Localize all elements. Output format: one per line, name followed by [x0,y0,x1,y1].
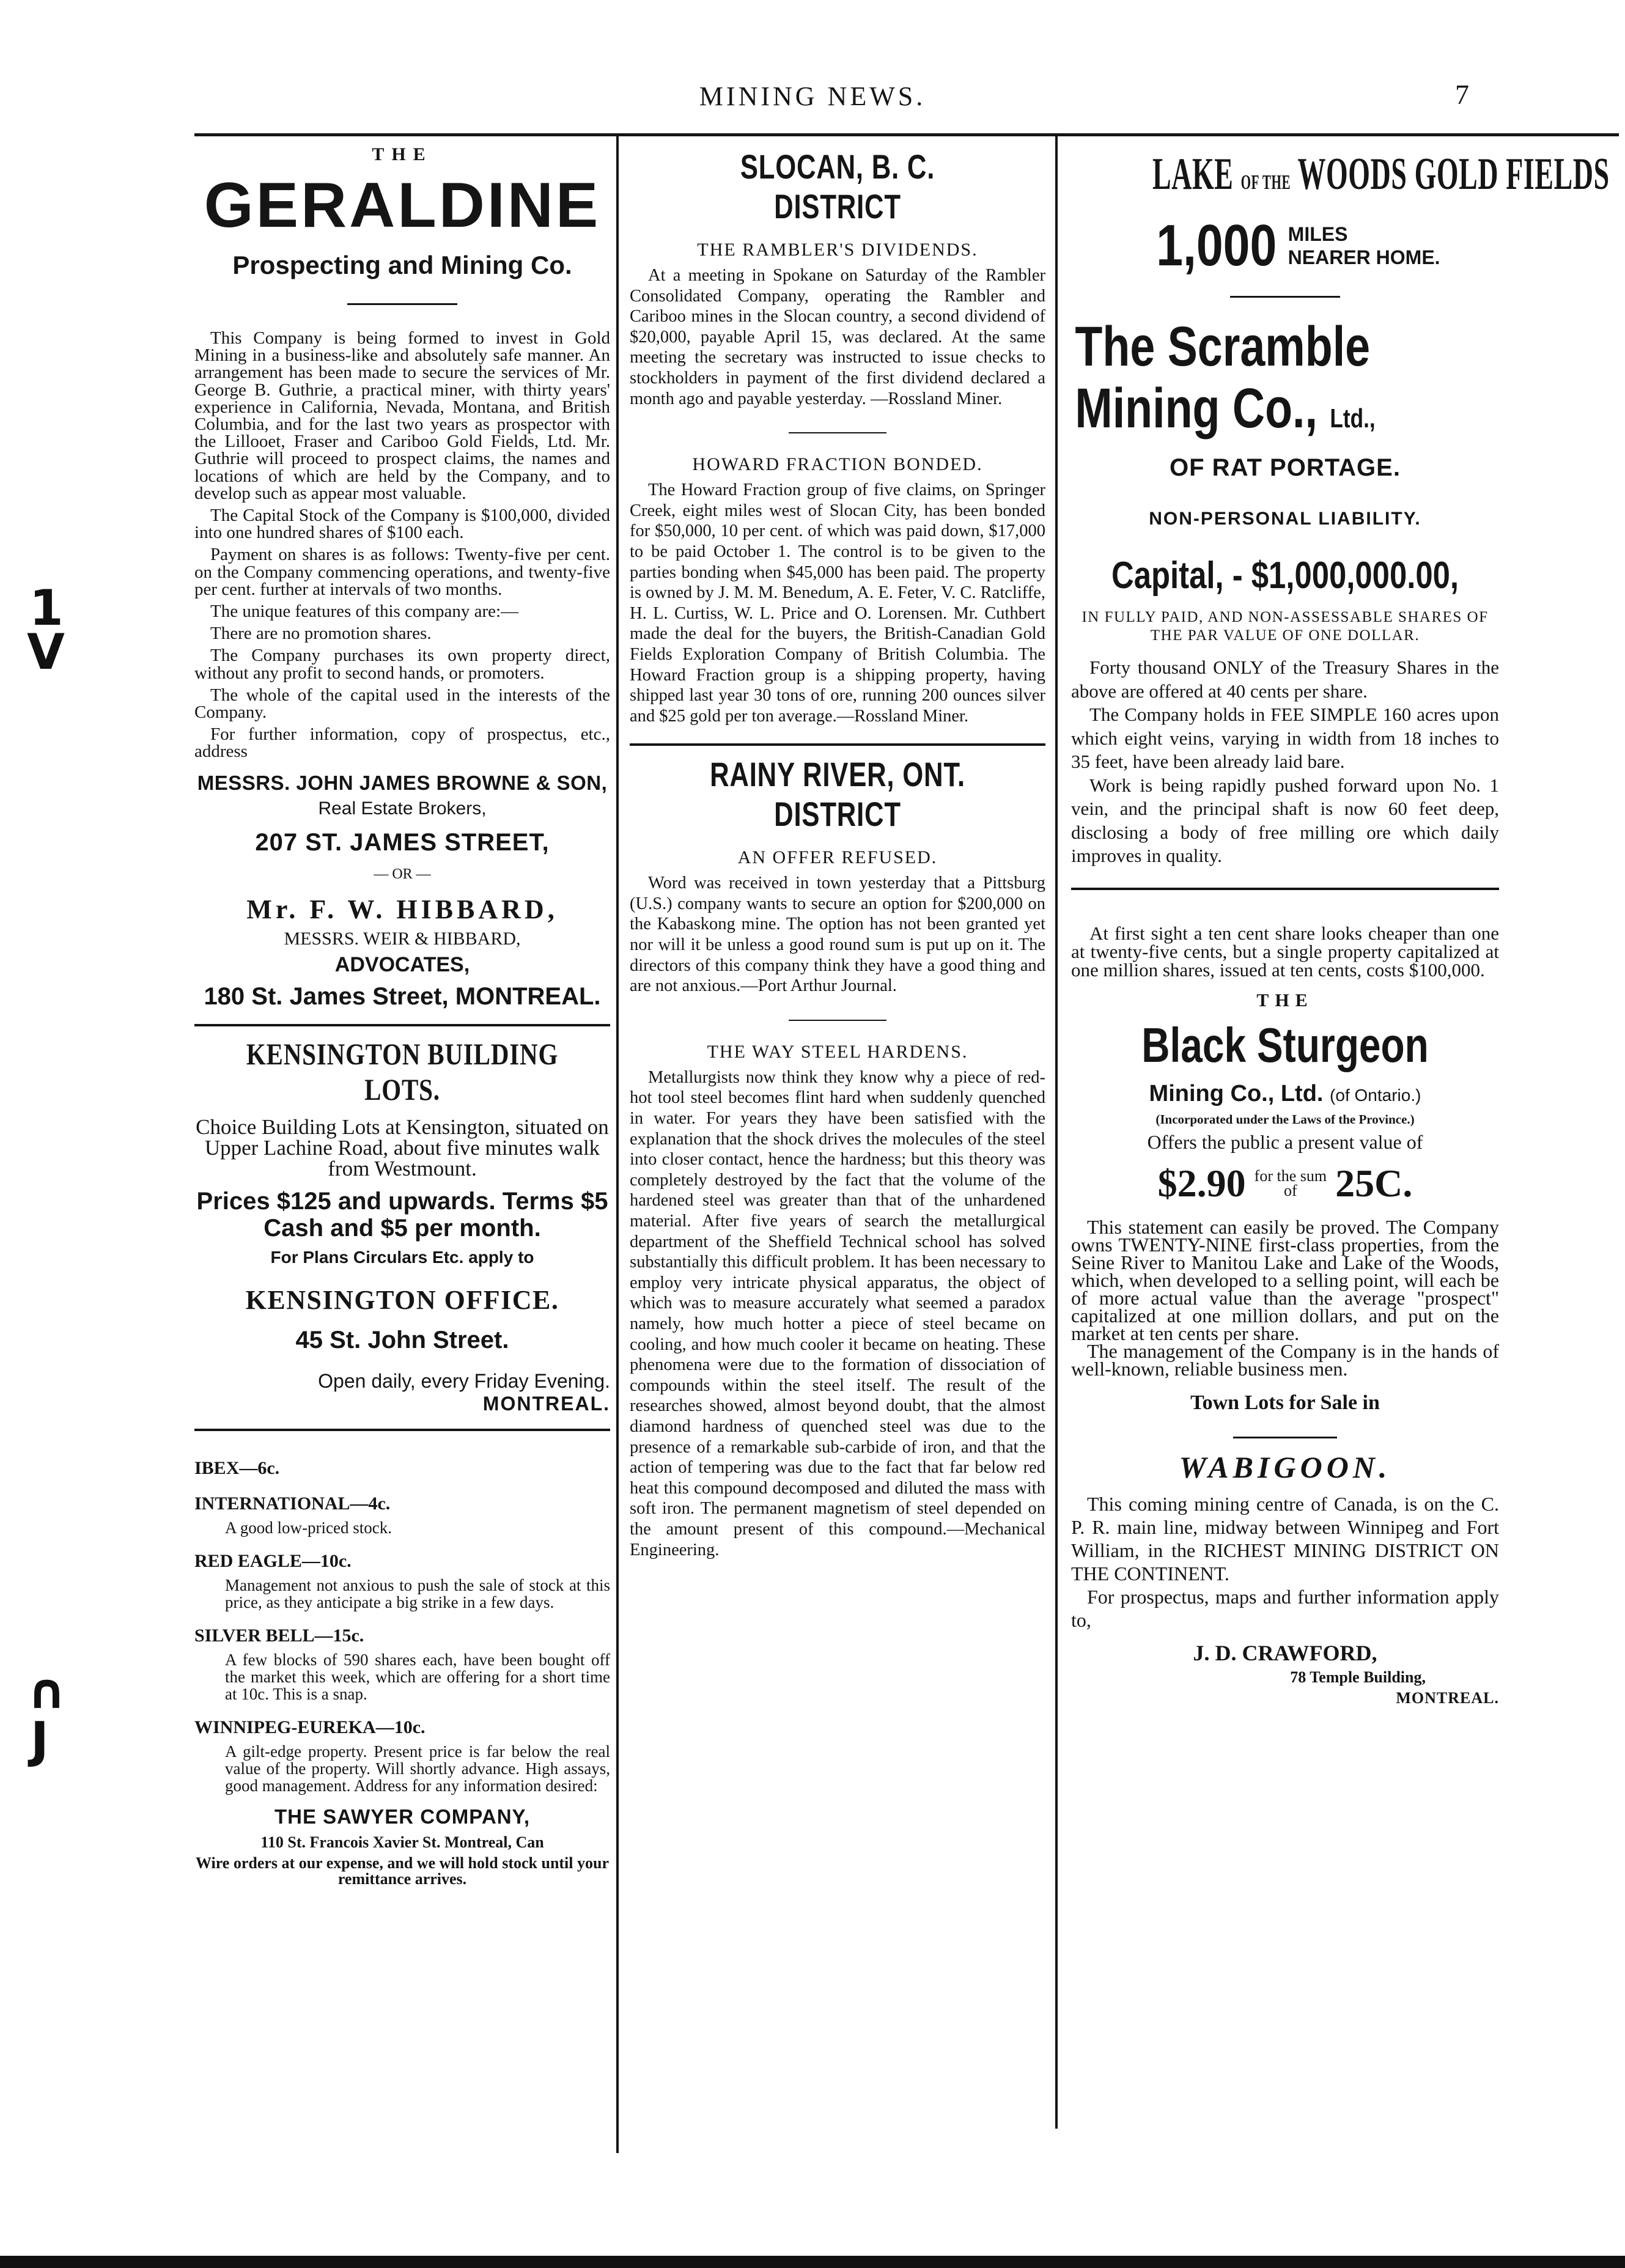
margin-mark: J [31,1712,49,1769]
article-title: THE WAY STEEL HARDENS. [707,1041,968,1062]
column-middle [630,142,1045,1560]
sturgeon-incorporated: (Incorporated under the Laws of the Province.) [1155,1111,1415,1127]
kensington-city: MONTREAL. [482,1392,610,1415]
stock-item-desc: A few blocks of 590 shares each, have been bought off the market this week, which are offering for a short time at 10c. This is a snap. [225,1650,610,1703]
paragraph: Work is being rapidly pushed forward upon No. 1 vein, and the principal shaft is now 60 feet deep, disclosing a body of free milling ore which daily improves in quality. [1071,774,1499,867]
paragraph: The Capital Stock of the Company is $100,000, divided into one hundred shares of $100 each. [194,506,610,543]
column-divider-2 [1055,136,1058,2129]
wabigoon-body [1071,1492,1499,1632]
column-right [1071,142,1610,1707]
section-rule [194,1024,610,1026]
section-rule [630,743,1045,746]
paragraph: This statement can easily be proved. The Company owns TWENTY-NINE first-class properties, from the Seine River to Manitou Lake and Lake of the Woods, which, when developed to a selling point, will each be of more actual value than the average "prospect" capitalized at one million dollars, and put on the market at ten cents per share. [1071,1215,1499,1344]
article-text: At a meeting in Spokane on Saturday of the Rambler Consolidated Company, operating the Rambler and Cariboo mines in the Slocan country, a second dividend of $20,000, payable April 15, was declared. At the same meeting the secretary was instructed to issue checks to stockholders in payment of the first dividend declared a month ago and payable yesterday. —Rossland Miner. [630,266,1045,408]
margin-mark: V [27,624,65,680]
ad-the-label: THE [372,144,433,164]
sturgeon-title: Black Sturgeon [1141,1017,1429,1072]
scramble-ltd: Ltd., [1330,403,1376,434]
paragraph: The Company purchases its own property direct, without any profit to second hands, or promoters. [194,646,610,683]
kensington-open: Open daily, every Friday Evening. [318,1369,610,1392]
geraldine-ad [194,144,610,1011]
kensington-office: KENSINGTON OFFICE. [245,1284,559,1315]
crawford-city: MONTREAL. [1396,1688,1499,1707]
stock-list [194,1458,610,1887]
sturgeon-mining: Mining Co., Ltd. [1149,1080,1324,1106]
stock-item-name: RED EAGLE—10c. [194,1550,352,1571]
margin-mark: ∩ [27,1663,67,1720]
bottom-edge-bar [0,2256,1625,2268]
sturgeon-ontario: (of Ontario.) [1330,1085,1421,1105]
sturgeon-present-value: $2.90 [1157,1161,1246,1205]
article-body [630,480,1045,726]
paragraph: There are no promotion shares. [210,624,432,644]
scramble-mining [1071,378,1413,440]
sawyer-wire-note: Wire orders at our expense, and we will hold stock until your remittance arrives. [195,1854,610,1888]
heading-part: WOODS GOLD FIELDS [1297,149,1610,199]
stock-item-name: INTERNATIONAL—4c. [194,1493,391,1514]
geraldine-body [194,330,610,760]
article-text: The Howard Fraction group of five claims, on Springer Creek, eight miles west of Slocan City, has been bonded for $50,000, 10 per cent. of which was paid down, $17,000 to be paid October 1. The control is to be given to the parties bonding when $45,000 has been paid. The property is owned by J. M. M. Benedum, A. E. Feter, V. C. Ratcliffe, H. L. Curtiss, W. L. Price and O. Lorensen. Mr. Cuthbert made the deal for the buyers, the British-Canadian Gold Fields Exploration Company of British Columbia. The Howard Fraction group is a shipping property, having shipped last year 30 tons of ore, running 200 ounces silver and $25 gold per ton average.—Rossland Miner. [630,480,1045,726]
article-body [630,1067,1045,1560]
address-street: 207 ST. JAMES STREET, [255,828,550,856]
advocates-label: ADVOCATES, [334,952,470,976]
lake-of-woods-heading [1152,149,1610,199]
scramble-mining-text: Mining Co., [1075,377,1317,440]
hibbard-name: Mr. F. W. HIBBARD, [246,894,558,924]
price-connector-text: of [1284,1181,1297,1199]
article-text: Word was received in town yesterday that a Pittsburg (U.S.) company wants to secure an option for $200,000 on the Kabaskong mine. The option has not been granted yet nor will it be unless a good round sum is put up on it. The directors of this company think they have a good thing and are not anxious.—Port Arthur Journal. [630,874,1045,996]
divider [1233,1437,1337,1438]
st-james-address: 180 St. James Street, MONTREAL. [204,982,601,1010]
stock-item-name: SILVER BELL—15c. [194,1625,364,1646]
sawyer-company: THE SAWYER COMPANY, [274,1805,531,1828]
geraldine-title: GERALDINE [204,170,601,241]
article-body [630,873,1045,996]
sturgeon-intro [1071,924,1499,979]
sturgeon-company [1071,1081,1499,1107]
stock-item-desc: A gilt-edge property. Present price is far below the real value of the property. Will shortly advance. High assays, good management. Address for any information desired: [225,1742,610,1795]
column-left [194,142,610,1887]
town-lots-heading: Town Lots for Sale in [1190,1391,1380,1414]
kensington-ad [194,1036,610,1415]
divider [789,432,886,433]
paragraph: The management of the Company is in the hands of well-known, reliable business men. [1071,1339,1499,1380]
paragraph: This Company is being formed to invest in Gold Mining in a business-like and absolutely safe manner. An arrangement has been made to secure the services of Mr. George B. Guthrie, a practical miner, with thirty years' experience in California, Nevada, Montana, and British Columbia, and for the last two years as prospector with the Lillooet, Fraser and Cariboo Gold Fields, Ltd. Mr. Guthrie will proceed to prospect claims, the names and locations of which are held by the Company, and to develop such as appear most valuable. [194,328,610,503]
stock-item-name: IBEX—6c. [194,1457,280,1478]
or-separator: — OR — [374,866,431,882]
article-title: THE RAMBLER'S DIVIDENDS. [697,240,978,260]
column-divider-1 [616,136,619,2153]
paragraph: For prospectus, maps and further information apply to, [1071,1585,1499,1631]
rainy-district-heading: RAINY RIVER, ONT. DISTRICT [710,755,965,834]
scramble-liability: NON-PERSONAL LIABILITY. [1149,509,1421,529]
divider [1230,296,1340,298]
price-connector-text: for the sum [1254,1166,1327,1185]
kensington-plans: For Plans Circulars Etc. apply to [270,1247,534,1267]
scramble-capital: Capital, - $1,000,000.00, [1111,554,1459,597]
crawford-contact: J. D. CRAWFORD, [1193,1640,1377,1665]
divider [347,303,457,305]
wabigoon-title: WABIGOON. [1179,1449,1391,1484]
article-text: Metallurgists now think they know why a piece of red-hot tool steel becomes flint hard when suddenly quenched in water. For years they have been satisfied with the explanation that the shock drives the molecules of the steel into closer contact, hence the hardness; but this theory was completely destroyed by the fact that the volume of the hardened steel was greater than that of the unhardened material. After five years of search the metallurgical department of the Sheffield Technical school has solved substantially this difficult problem. It has been necessary to employ very intricate physical apparatus, the object of which was to measure accurately what seemed a paradox namely, how much hotter a piece of steel became on cooling, and how much cooler it became on heating. These phenomena were due to the formation of dissociation of compounds within the steel itself. The result of the researches showed, almost beyond doubt, that the almost diamond hardness of quenched steel was due to the presence of a remarkable sub-carbide of iron, and that the action of tempering was due to the fact that far below red heat this compound decomposed and diluted the mass with soft iron. The permanent magnetism of steel depended on the amount present of this compound.—Mechanical Engineering. [630,1067,1045,1559]
paragraph: For further information, copy of prospectus, etc., address [194,724,610,762]
section-rule [194,1429,610,1431]
page-number: 7 [1455,79,1469,110]
stock-item-desc: A good low-priced stock. [225,1518,392,1537]
sawyer-address: 110 St. Francois Xavier St. Montreal, Can [260,1833,544,1851]
paragraph: The Company holds in FEE SIMPLE 160 acres upon which eight veins, varying in width from 18 inches to 35 feet, have been already laid bare. [1071,704,1499,773]
article-title: HOWARD FRACTION BONDED. [692,454,983,475]
kensington-title: KENSINGTON BUILDING LOTS. [246,1036,559,1106]
scramble-title: The Scramble [1075,315,1371,378]
scramble-location: OF RAT PORTAGE. [1170,454,1401,482]
paragraph: This coming mining centre of Canada, is on the C. P. R. main line, midway between Winnipeg and Fort William, in the RICHEST MINING DISTRICT ON THE CONTINENT. [1071,1492,1499,1585]
article-title: AN OFFER REFUSED. [737,847,938,868]
paragraph: Payment on shares is as follows: Twenty-five per cent. on the Company commencing operations, and twenty-five per cent. further at intervals of two months. [194,545,610,599]
address-name: MESSRS. JOHN JAMES BROWNE & SON, [197,771,608,794]
sturgeon-body [1071,1215,1499,1380]
address-role: Real Estate Brokers, [318,798,487,819]
kensington-prices: Prices $125 and upwards. Terms $5 Cash and $5 per month. [196,1187,608,1242]
scramble-body [1071,656,1499,868]
sturgeon-cost: 25C. [1335,1161,1413,1205]
kensington-body: Choice Building Lots at Kensington, situated on Upper Lachine Road, about five minutes walk from Westmount. [196,1114,609,1180]
sturgeon-price-row [1071,1161,1499,1206]
header-rule [194,133,1619,136]
stock-item-name: WINNIPEG-EUREKA—10c. [194,1717,426,1737]
paragraph: The whole of the capital used in the interests of the Company. [194,685,610,723]
article-body [630,265,1045,409]
miles-number: 1,000 [1156,213,1277,278]
divider [789,1020,886,1021]
section-rule [1071,888,1499,890]
miles-line: NEARER HOME. [1288,246,1440,268]
newspaper-title: MINING NEWS. [699,81,926,111]
scramble-fully-paid: IN FULLY PAID, AND NON-ASSESSABLE SHARES OF THE PAR VALUE OF ONE DOLLAR. [1081,609,1489,644]
heading-part: LAKE [1152,149,1234,199]
stock-item-desc: Management not anxious to push the sale of stock at this price, as they anticipate a big strike in a few days. [225,1575,610,1611]
paragraph: The unique features of this company are:— [210,602,519,622]
heading-part: OF THE [1240,171,1291,194]
margin-mark: 1 [29,580,64,636]
miles-text [1288,223,1440,269]
miles-banner [1071,213,1499,278]
slocan-district-heading: SLOCAN, B. C. DISTRICT [740,147,935,226]
ad-the-label: THE [1256,990,1314,1011]
sturgeon-offers: Offers the public a present value of [1147,1130,1423,1153]
miles-line: MILES [1288,223,1348,245]
weir-hibbard: MESSRS. WEIR & HIBBARD, [284,928,521,949]
paragraph: At first sight a ten cent share looks cheaper than one at twenty-five cents, but a single property capitalized at one million shares, issued at ten cents, costs $100,000. [1071,922,1499,981]
geraldine-subtitle: Prospecting and Mining Co. [232,251,572,279]
paragraph: Forty thousand ONLY of the Treasury Shares in the above are offered at 40 cents per share. [1071,657,1499,702]
kensington-street: 45 St. John Street. [295,1326,509,1353]
price-connector [1254,1166,1327,1199]
crawford-building: 78 Temple Building, [1290,1668,1426,1686]
